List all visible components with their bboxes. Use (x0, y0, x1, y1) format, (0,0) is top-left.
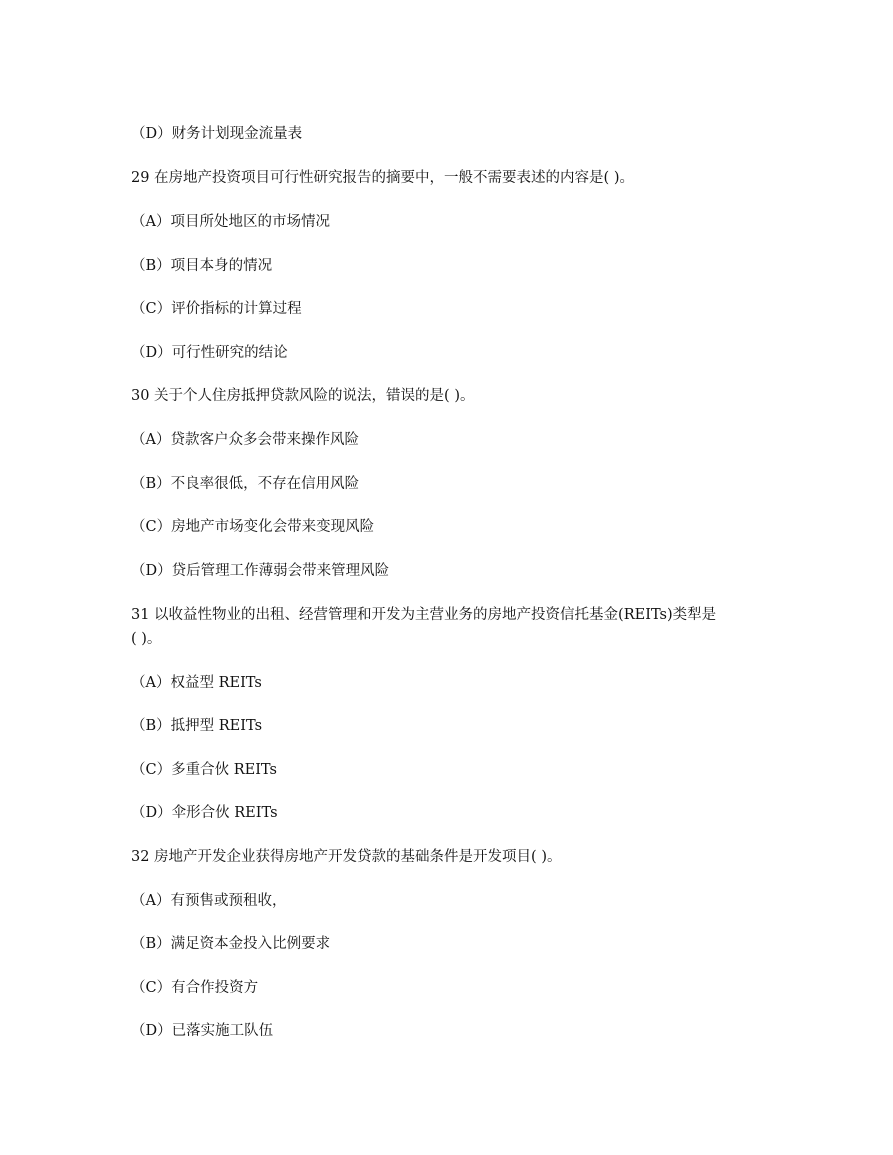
option-32-b: （B）满足资本金投入比例要求 (131, 936, 331, 952)
option-29-c: （C）评价指标的计算过程 (131, 301, 302, 317)
option-32-c: （C）有合作投资方 (131, 980, 259, 996)
question-30: 30 关于个人住房抵押贷款风险的说法，错误的是( )。 (131, 388, 475, 404)
option-32-a: （A）有预售或预租收， (131, 893, 287, 909)
option-30-d: （D）贷后管理工作薄弱会带来管理风险 (131, 563, 390, 579)
option-29-d: （D）可行性研究的结论 (131, 345, 288, 361)
question-31-line-2: ( )。 (131, 631, 162, 647)
option-28-d: （D）财务计划现金流量表 (131, 126, 303, 142)
option-29-b: （B）项目本身的情况 (131, 258, 273, 274)
option-31-a: （A）权益型 REITs (131, 675, 262, 691)
question-32: 32 房地产开发企业获得房地产开发贷款的基础条件是开发项目( )。 (131, 849, 562, 865)
option-30-b: （B）不良率很低，不存在信用风险 (131, 476, 360, 492)
option-29-a: （A）项目所处地区的市场情况 (131, 214, 330, 230)
option-31-d: （D）伞形合伙 REITs (131, 805, 278, 821)
question-29: 29 在房地产投资项目可行性研究报告的摘要中，一般不需要表述的内容是( )。 (131, 170, 634, 186)
question-31-line-1: 31 以收益性物业的出租、经营管理和开发为主营业务的房地产投资信托基金(REITs)类犁是 (131, 607, 717, 623)
option-32-d: （D）已落实施工队伍 (131, 1023, 274, 1039)
option-30-c: （C）房地产市场变化会带来变现风险 (131, 519, 375, 535)
option-31-c: （C）多重合伙 REITs (131, 762, 277, 778)
option-31-b: （B）抵押型 REITs (131, 718, 263, 734)
option-30-a: （A）贷款客户众多会带来操作风险 (131, 432, 359, 448)
